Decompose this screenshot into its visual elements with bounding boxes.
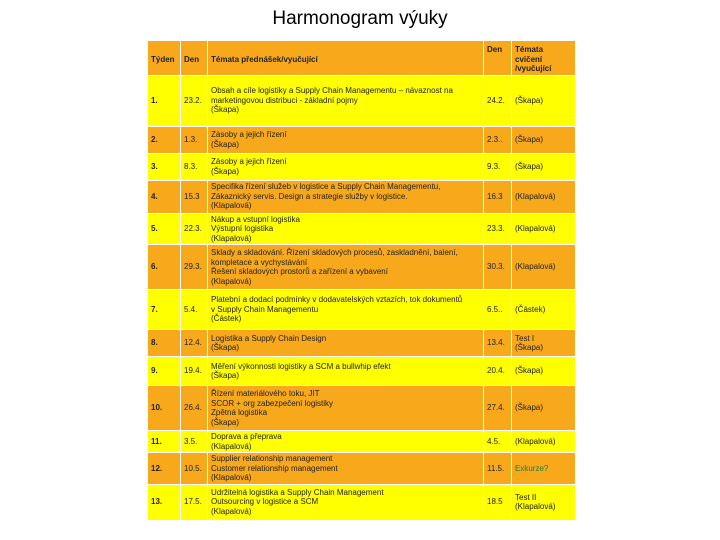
topic-line: (Klapalová)	[211, 506, 252, 516]
topic-line: (Částek)	[211, 314, 242, 324]
seminar-topic-cell	[512, 213, 576, 245]
table-row	[148, 245, 576, 290]
date-cell: 12.4.	[181, 330, 208, 357]
seminar-topic-cell	[512, 330, 576, 357]
topic-line: marketingovou distribuci - základní pojmy	[211, 95, 358, 105]
seminar-line: (Částek)	[515, 304, 546, 314]
lecture-topic-cell	[208, 330, 484, 357]
seminar-line: (Škapa)	[515, 95, 544, 105]
topic-line: v Supply Chain Managementu	[211, 304, 319, 314]
seminar-topic-cell	[512, 386, 576, 431]
schedule-body	[148, 41, 576, 521]
seminar-date-cell: 24.2.	[484, 75, 512, 126]
date-cell: 8.3.	[181, 153, 208, 180]
week-cell: 4.	[148, 180, 181, 213]
table-row	[148, 431, 576, 453]
seminar-topic-cell	[512, 180, 576, 213]
table-row	[148, 453, 576, 485]
topic-line: Logistika a Supply Chain Design	[211, 333, 327, 343]
topic-line: (Klapalová)	[211, 441, 252, 451]
seminar-topic-cell	[512, 484, 576, 520]
header-day-2: Den	[484, 41, 512, 76]
topic-line: Doprava a přeprava	[211, 432, 282, 441]
topic-line: Outsourcing v logistice a SCM	[211, 497, 319, 507]
lecture-topic-cell	[208, 245, 484, 290]
page-title: Harmonogram výuky	[272, 8, 448, 29]
date-cell: 23.2.	[181, 75, 208, 126]
topic-line: Zpětná logistika	[211, 408, 268, 417]
table-row	[148, 180, 576, 213]
seminar-date-cell: 2.3..	[484, 126, 512, 153]
seminar-date-cell: 6.5..	[484, 290, 512, 330]
seminar-line: (Klapalová)	[515, 224, 556, 233]
topic-line: (Klapalová)	[211, 201, 252, 211]
week-cell: 3.	[148, 153, 181, 180]
seminar-date-cell: 13.4.	[484, 330, 512, 357]
seminar-line: Test II	[515, 492, 537, 502]
seminar-line: (Klapalová)	[515, 436, 556, 446]
week-cell: 7.	[148, 290, 181, 330]
topic-line: (Klapalová)	[211, 276, 252, 286]
seminar-line: Exkurze?	[515, 463, 549, 473]
topic-line: Řešení skladových prostorů a zařízení a vybavení	[211, 267, 388, 276]
seminar-date-cell: 18.5	[484, 484, 512, 520]
schedule-sheet	[147, 40, 575, 540]
week-cell: 11.	[148, 431, 181, 453]
topic-line: (Škapa)	[211, 371, 240, 380]
table-row	[148, 75, 576, 126]
header-lecture-topics: Témata přednášek/vyučující	[208, 41, 484, 76]
topic-line: Obsah a cíle logistiky a Supply Chain Managementu – návaznost na	[211, 86, 453, 96]
topic-line: Specifika řízení služeb v logistice a Supply Chain Managementu,	[211, 182, 441, 192]
topic-line: Supplier relationship management	[211, 454, 333, 463]
week-cell: 10.	[148, 386, 181, 431]
topic-line: Zákaznický servis. Design a strategie služby v logistice.	[211, 191, 408, 201]
seminar-line: (Klapalová)	[515, 502, 556, 511]
date-cell: 19.4.	[181, 357, 208, 386]
week-cell: 5.	[148, 213, 181, 245]
table-row	[148, 153, 576, 180]
date-cell: 3.5.	[181, 431, 208, 453]
date-cell: 29.3.	[181, 245, 208, 290]
topic-line: Sklady a skladování. Řízení skladových procesů, zaskladnění, balení,	[211, 248, 458, 257]
lecture-topic-cell	[208, 386, 484, 431]
seminar-date-cell: 16.3	[484, 180, 512, 213]
seminar-line: (Klapalová)	[515, 262, 556, 272]
lecture-topic-cell	[208, 453, 484, 485]
table-row	[148, 330, 576, 357]
lecture-topic-cell	[208, 180, 484, 213]
header-seminar-topics: Témata cvičení /vyučující	[512, 41, 576, 76]
table-row	[148, 213, 576, 245]
lecture-topic-cell	[208, 75, 484, 126]
topic-line: Zásoby a jejich řízení	[211, 157, 287, 166]
week-cell: 9.	[148, 357, 181, 386]
date-cell: 1.3.	[181, 126, 208, 153]
seminar-date-cell: 11.5.	[484, 453, 512, 485]
topic-line: (Škapa)	[211, 139, 240, 149]
topic-line: Customer relationship management	[211, 463, 338, 473]
seminar-date-cell: 30.3.	[484, 245, 512, 290]
seminar-line: (Škapa)	[515, 343, 544, 352]
topic-line: (Škapa)	[211, 166, 240, 176]
header-week: Týden	[148, 41, 181, 76]
seminar-date-cell: 27.4.	[484, 386, 512, 431]
date-cell: 17.5.	[181, 484, 208, 520]
seminar-line: (Škapa)	[515, 403, 544, 413]
seminar-topic-cell	[512, 153, 576, 180]
week-cell: 1.	[148, 75, 181, 126]
schedule-table	[147, 40, 575, 521]
date-cell: 5.4.	[181, 290, 208, 330]
table-row	[148, 386, 576, 431]
topic-line: kompletace a vychystávání	[211, 257, 308, 267]
topic-line: SCOR + org zabezpečení logistiky	[211, 398, 334, 408]
table-row	[148, 126, 576, 153]
header-day: Den	[181, 41, 208, 76]
table-row	[148, 357, 576, 386]
topic-line: (Klapalová)	[211, 233, 252, 243]
date-cell: 10.5.	[181, 453, 208, 485]
topic-line: Nákup a vstupní logistika	[211, 214, 300, 224]
seminar-line: (Škapa)	[515, 134, 544, 144]
week-cell: 6.	[148, 245, 181, 290]
topic-line: (Škapa)	[211, 105, 240, 115]
seminar-topic-cell	[512, 245, 576, 290]
week-cell: 12.	[148, 453, 181, 485]
header-row	[148, 41, 576, 76]
lecture-topic-cell	[208, 431, 484, 453]
seminar-line: Test I	[515, 333, 535, 343]
topic-line: Platební a dodací podmínky v dodavatelských vztazích, tok dokumentů	[211, 295, 463, 305]
topic-line: Výstupní logistika	[211, 224, 274, 233]
seminar-topic-cell	[512, 75, 576, 126]
week-cell: 13.	[148, 484, 181, 520]
lecture-topic-cell	[208, 484, 484, 520]
seminar-topic-cell	[512, 431, 576, 453]
seminar-line: (Škapa)	[515, 366, 544, 376]
seminar-topic-cell	[512, 453, 576, 485]
date-cell: 15.3	[181, 180, 208, 213]
seminar-date-cell: 9.3.	[484, 153, 512, 180]
seminar-line: (Škapa)	[515, 161, 544, 171]
lecture-topic-cell	[208, 213, 484, 245]
date-cell: 26.4.	[181, 386, 208, 431]
lecture-topic-cell	[208, 290, 484, 330]
date-cell: 22.3.	[181, 213, 208, 245]
seminar-date-cell: 23.3.	[484, 213, 512, 245]
seminar-topic-cell	[512, 290, 576, 330]
table-row	[148, 484, 576, 520]
lecture-topic-cell	[208, 126, 484, 153]
topic-line: (Škapa)	[211, 343, 240, 352]
topic-line: Zásoby a jejich řízení	[211, 130, 287, 139]
table-row	[148, 290, 576, 330]
seminar-date-cell: 4.5.	[484, 431, 512, 453]
lecture-topic-cell	[208, 357, 484, 386]
lecture-topic-cell	[208, 153, 484, 180]
seminar-topic-cell	[512, 126, 576, 153]
topic-line: Udržitelná logistika a Supply Chain Management	[211, 487, 384, 497]
seminar-topic-cell	[512, 357, 576, 386]
seminar-line: (Klapalová)	[515, 191, 556, 201]
week-cell: 8.	[148, 330, 181, 357]
topic-line: (Klapalová)	[211, 473, 252, 482]
topic-line: Měření výkonnosti logistiky a SCM a bullwhip efekt	[211, 361, 391, 371]
topic-line: Řízení materiálového toku, JIT	[211, 389, 320, 398]
seminar-date-cell: 20.4.	[484, 357, 512, 386]
week-cell: 2.	[148, 126, 181, 153]
topic-line: (Škapa)	[211, 417, 240, 427]
